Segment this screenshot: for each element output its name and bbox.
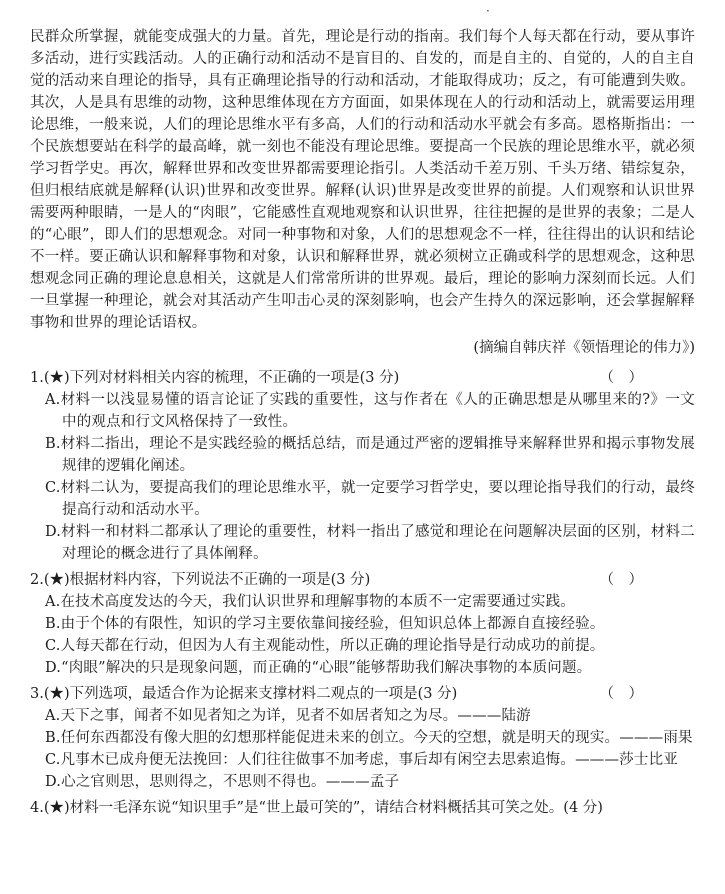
question-4-stem-row	[30, 797, 695, 819]
question-3-option-a: A.天下之事，闻者不如见者知之为详，见者不如居者知之为尽。———陆游	[45, 708, 531, 724]
question-3-answer-bracket: （ ）	[599, 686, 643, 702]
question-4-stem: 4.(★)材料一毛泽东说“知识里手”是“世上最可笑的”，请结合材料概括其可笑之处。(4 分)	[30, 800, 603, 816]
question-3-option-d: D.心之官则思，思则得之，不思则不得也。———孟子	[45, 774, 400, 790]
question-1-stem: 1.(★)下列对材料相关内容的梳理，不正确的一项是(3 分)	[30, 370, 400, 386]
question-1-answer-bracket: （ ）	[599, 370, 643, 386]
question-2	[30, 569, 695, 679]
page-top-mark: ·	[486, 4, 490, 18]
question-1-stem-row	[30, 367, 695, 389]
question-2-option-b: B.由于个体的有限性，知识的学习主要依靠间接经验，但知识总体上都源自直接经验。	[45, 616, 605, 632]
question-1-option-b: B.材料二指出，理论不是实践经验的概括总结，而是通过严密的逻辑推导来解释世界和揭示事物发展规律的逻辑化阐述。	[45, 436, 695, 474]
question-3	[30, 683, 695, 793]
question-2-answer-bracket: （ ）	[599, 572, 643, 588]
question-3-option-c: C.凡事木已成舟便无法挽回：人们往往做事不加考虑，事后却有闲空去思索追悔。———莎士比亚	[45, 752, 678, 768]
question-2-stem: 2.(★)根据材料内容，下列说法不正确的一项是(3 分)	[30, 572, 371, 588]
question-3-option-b: B.任何东西都没有像大胆的幻想那样能促进未来的创立。今天的空想，就是明天的现实。———雨果	[45, 730, 693, 746]
reading-passage: 民群众所掌握，就能变成强大的力量。首先，理论是行动的指南。我们每个人每天都在行动，要从事许多活动，进行实践活动。人的正确行动和活动不是盲目的、自发的，而是自主的、自觉的，人的自主自觉的活动来自理论的指导，具有正确理论指导的行动和活动，才能取得成功；反之，有可能遭到失败。其次，人是具有思维的动物，这种思维体现在方方面面，如果体现在人的行动和活动上，就需要运用理论思维，一般来说，人们的理论思维水平有多高，人们的行动和活动水平就会有多高。恩格斯指出：一个民族想要站在科学的最高峰，就一刻也不能没有理论思维。要提高一个民族的理论思维水平，就必须学习哲学史。再次，解释世界和改变世界都需要理论指引。人类活动千差万别、千头万绪、错综复杂，但归根结底就是解释(认识)世界和改变世界。解释(认识)世界是改变世界的前提。人们观察和认识世界需要两种眼睛，一是人的“肉眼”，它能感性直观地观察和认识世界，往往把握的是世界的表象；二是人的“心眼”，即人们的思想观念。对同一种事物和对象，人们的思想观念不一样，往往得出的认识和结论不一样。要正确认识和解释事物和对象，认识和解释世界，就必须树立正确或科学的思想观念，这种思想观念同正确的理论息息相关，这就是人们常常所讲的世界观。最后，理论的影响力深刻而长远。人们一旦掌握一种理论，就会对其活动产生叩击心灵的深刻影响，也会产生持久的深远影响，还会掌握解释事物和世界的理论话语权。	[30, 29, 695, 331]
passage-attribution: (摘编自韩庆祥《领悟理论的伟力》)	[473, 340, 695, 356]
question-3-stem: 3.(★)下列选项，最适合作为论据来支撑材料二观点的一项是(3 分)	[30, 686, 458, 702]
question-2-stem-row	[30, 569, 695, 591]
question-1	[30, 367, 695, 565]
question-4	[30, 797, 695, 819]
question-1-option-d: D.材料一和材料二都承认了理论的重要性，材料一指出了感觉和理论在问题解决层面的区别，材料二对理论的概念进行了具体阐释。	[45, 524, 695, 562]
question-2-option-a: A.在技术高度发达的今天，我们认识世界和理解事物的本质不一定需要通过实践。	[45, 594, 575, 610]
question-3-stem-row	[30, 683, 695, 705]
question-2-option-c: C.人每天都在行动，但因为人有主观能动性，所以正确的理论指导是行动成功的前提。	[45, 638, 605, 654]
question-1-option-a: A.材料一以浅显易懂的语言论证了实践的重要性，这与作者在《人的正确思想是从哪里来的?》一文中的观点和行文风格保持了一致性。	[45, 392, 695, 430]
questions-section	[30, 367, 695, 819]
question-1-option-c: C.材料二认为，要提高我们的理论思维水平，就一定要学习哲学史，要以理论指导我们的行动，最终提高行动和活动水平。	[45, 480, 695, 518]
question-2-option-d: D.“肉眼”解决的只是现象问题，而正确的“心眼”能够帮助我们解决事物的本质问题。	[45, 660, 592, 676]
